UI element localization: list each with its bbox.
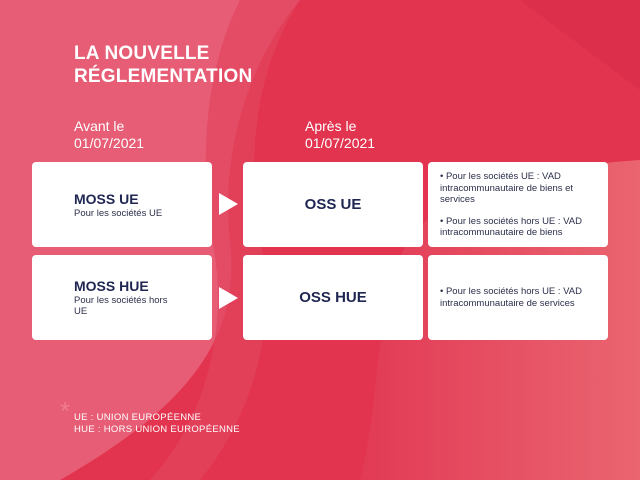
legend-line-1: UE : UNION EUROPÉENNE — [74, 412, 202, 423]
column-label-before-line-2: 01/07/2021 — [74, 135, 145, 151]
column-label-after-line-1: Après le — [305, 118, 357, 134]
legend — [74, 412, 240, 436]
detail-item: • Pour les sociétés UE : VAD intracommunautaire de biens et services — [440, 171, 574, 205]
asterisk-icon: * — [60, 396, 71, 426]
column-label-before — [74, 118, 144, 152]
new-scheme-card-oss-ue — [243, 162, 423, 247]
column-label-before-line-1: Avant le — [74, 118, 125, 134]
details-card-oss-ue — [428, 162, 608, 247]
new-scheme-name: OSS UE — [304, 195, 362, 213]
old-scheme-name: MOSS UE — [74, 191, 139, 207]
details-card-oss-hue — [428, 255, 608, 340]
page-title — [74, 42, 252, 88]
new-scheme-card-oss-hue — [243, 255, 423, 340]
detail-item: • Pour les sociétés hors UE : VAD intracommunautaire de biens — [440, 215, 583, 238]
old-scheme-subtitle: Pour les sociétés hors UE — [74, 295, 168, 317]
legend-line-2: HUE : HORS UNION EUROPÉENNE — [74, 424, 240, 435]
old-scheme-name: MOSS HUE — [74, 278, 149, 294]
title-line-1: LA NOUVELLE — [74, 43, 210, 64]
arrow-right-icon — [219, 193, 238, 215]
old-scheme-card-moss-hue — [32, 255, 212, 340]
arrow-right-icon — [219, 287, 238, 309]
title-line-2: RÉGLEMENTATION — [74, 66, 253, 87]
new-scheme-name: OSS HUE — [299, 288, 367, 306]
column-label-after-line-2: 01/07/2021 — [305, 135, 376, 151]
detail-item: • Pour les sociétés hors UE : VAD intracommunautaire de services — [440, 286, 583, 309]
old-scheme-subtitle: Pour les sociétés UE — [74, 208, 163, 219]
column-label-after — [305, 118, 375, 152]
old-scheme-card-moss-ue — [32, 162, 212, 247]
